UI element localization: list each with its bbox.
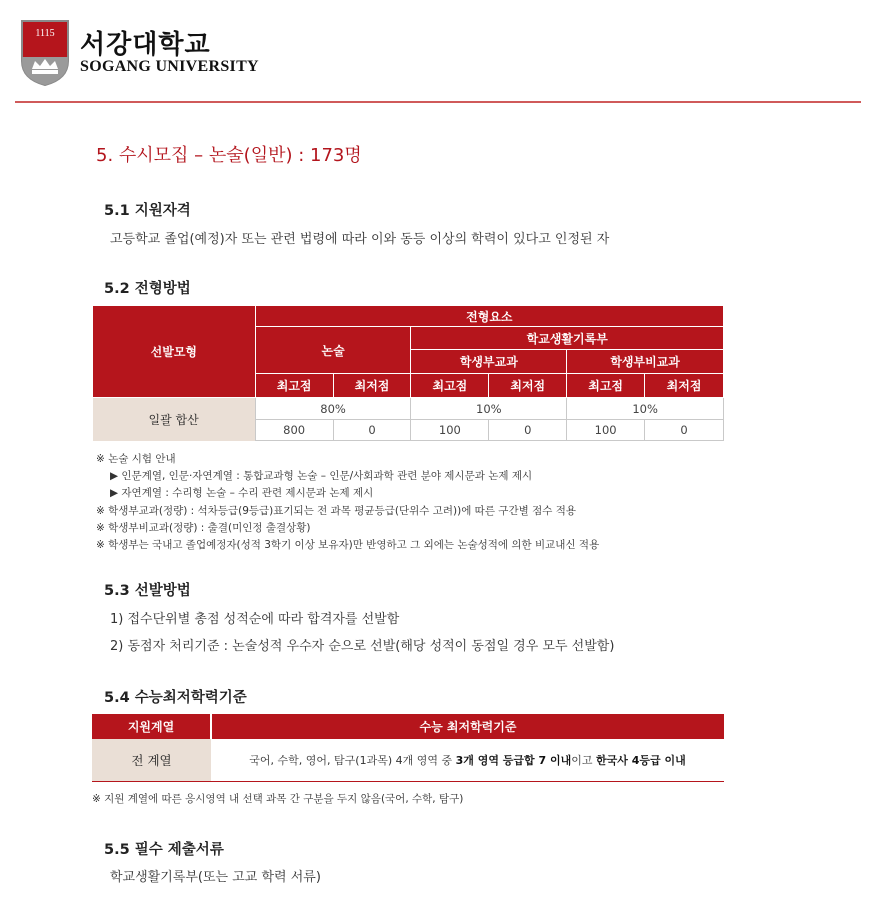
header-essay: 논술 xyxy=(255,327,411,374)
selection-method-item: 2) 동점자 처리기준 : 논술성적 우수자 순으로 선발(해당 성적이 동점일 경우 모두 선발함) xyxy=(110,639,615,654)
note-line: ※ 학생부는 국내고 졸업예정자(성적 3학기 이상 보유자)만 반영하고 그 외에는 논술성적에 의한 비교내신 적용 xyxy=(96,539,600,552)
header-evaluation-elements: 전형요소 xyxy=(255,306,723,327)
header-subject-record: 학생부교과 xyxy=(411,350,567,374)
essay-max-value: 800 xyxy=(255,420,333,441)
requirement-text: 이고 xyxy=(571,753,596,767)
csat-minimum-table xyxy=(92,714,724,782)
header-min-score: 최저점 xyxy=(333,374,411,398)
eligibility-text: 고등학교 졸업(예정)자 또는 관련 법령에 따라 이와 동등 이상의 학력이 있다고 인정된 자 xyxy=(110,232,610,247)
header-min-score: 최저점 xyxy=(489,374,567,398)
header-school-record: 학교생활기록부 xyxy=(411,327,724,350)
header-selection-model: 선발모형 xyxy=(93,306,256,398)
required-documents-text: 학교생활기록부(또는 고교 학력 서류) xyxy=(110,870,321,885)
essay-min-value: 0 xyxy=(333,420,411,441)
header-nonsubject-record: 학생부비교과 xyxy=(567,350,724,374)
header-divider xyxy=(15,101,861,103)
requirement-emphasis: 3개 영역 등급합 7 이내 xyxy=(455,753,572,767)
header-min-score: 최저점 xyxy=(645,374,724,398)
page-header xyxy=(0,0,870,105)
header-max-score: 최고점 xyxy=(255,374,333,398)
header-track: 지원계열 xyxy=(92,714,211,739)
requirement-emphasis: 한국사 4등급 이내 xyxy=(596,753,686,767)
row-label-combined: 일괄 합산 xyxy=(93,398,256,441)
note-line: ※ 논술 시험 안내 xyxy=(96,453,176,465)
subject-weight: 10% xyxy=(411,398,567,420)
nonsubject-weight: 10% xyxy=(567,398,724,420)
selection-method-item: 1) 접수단위별 총점 성적순에 따라 합격자를 선발함 xyxy=(110,612,400,627)
section-heading-5-3: 5.3 선발방법 xyxy=(104,583,191,599)
section-heading-5-2: 5.2 전형방법 xyxy=(104,281,191,297)
csat-note: ※ 지원 계열에 따른 응시영역 내 선택 과목 간 구분을 두지 않음(국어, 수학, 탐구) xyxy=(92,793,464,805)
header-max-score: 최고점 xyxy=(567,374,645,398)
csat-requirement xyxy=(211,739,724,781)
university-name-english: SOGANG UNIVERSITY xyxy=(80,58,259,75)
note-line: ※ 학생부교과(정량) : 석차등급(9등급)표기되는 전 과목 평균등급(단위수 고려))에 따른 구간별 점수 적용 xyxy=(96,504,576,517)
nonsubject-max-value: 100 xyxy=(567,420,645,441)
header-csat-minimum: 수능 최저학력기준 xyxy=(211,714,724,739)
section-heading-5-4: 5.4 수능최저학력기준 xyxy=(104,690,247,706)
essay-weight: 80% xyxy=(255,398,411,420)
nonsubject-min-value: 0 xyxy=(645,420,724,441)
exam-notes xyxy=(96,451,599,554)
row-label-all-tracks: 전 계열 xyxy=(92,739,211,781)
subject-max-value: 100 xyxy=(411,420,489,441)
note-line: ▶ 인문계열, 인문·자연계열 : 통합교과형 논술 – 인문/사회과학 관련 분야 제시문과 논제 제시 xyxy=(110,470,533,483)
requirement-text: 국어, 수학, 영어, 탐구(1과목) 4개 영역 중 xyxy=(249,753,456,767)
note-line: ※ 학생부비교과(정량) : 출결(미인정 출결상황) xyxy=(96,521,311,534)
subject-min-value: 0 xyxy=(489,420,567,441)
note-line: ▶ 자연계열 : 수리형 논술 – 수리 관련 제시문과 논제 제시 xyxy=(110,487,374,500)
section-heading-5-5: 5.5 필수 제출서류 xyxy=(104,842,224,858)
university-crest-icon xyxy=(20,17,70,87)
header-max-score: 최고점 xyxy=(411,374,489,398)
university-name-korean: 서강대학교 xyxy=(80,30,211,60)
section-heading-5-1: 5.1 지원자격 xyxy=(104,203,191,219)
page-title: 5. 수시모집 – 논술(일반) : 173명 xyxy=(96,145,362,166)
crest-text: 1115 xyxy=(35,28,55,39)
evaluation-table xyxy=(92,305,724,441)
